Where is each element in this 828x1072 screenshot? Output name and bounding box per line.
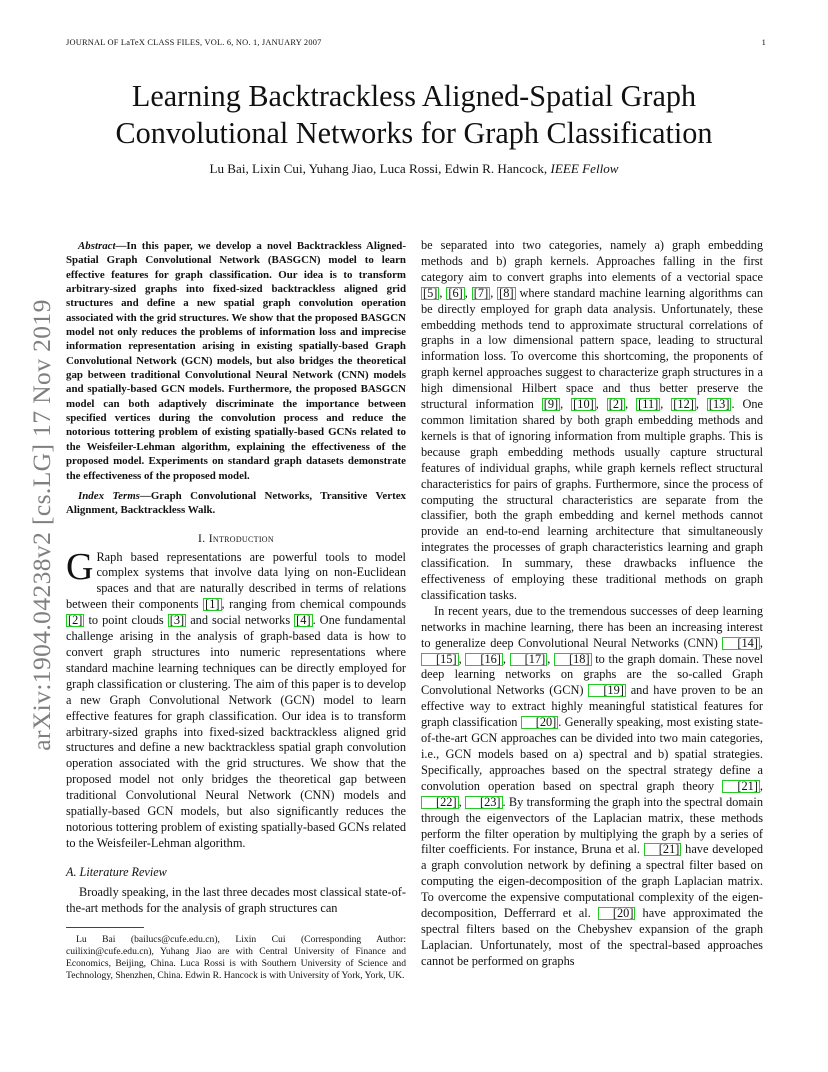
right-paragraph-1: be separated into two categories, namely a) graph embedding methods and b) graph kernels. Approaches falling in the first category aim to convert graphs into elements of a vectorial space [5] , [6] , [7] , [8] where standard machine learning algorithms can be directly employed for graph data analysis. Unfortunately, these embedding methods tend to approximate structural correlations of graphs in a low dimensional pattern space, leading to structural information loss. To overcome this shortcoming, the proponents of graph kernel approaches suggest to characterize graph structures in a high dimensional Hilbert space and thus better preserve the structural information [9] , [10] , [2] , [11] , [12] , [13] . One common limitation shared by both graph embedding methods and kernels is that of ignoring information from multiple graphs. This is because graph embedding methods usually capture structural features of individual graphs, while graph kernels reflect structural characteristics for pairs of graphs. Furthermore, since the process of computing the structural characteristics are separate from the classifier, both the graph embedding and kernel methods cannot provide an end-to-end learning architecture that simultaneously integrates the processes of graph characteristics learning and graph classification. In summary, these drawbacks influence the effectiveness of employing these traditional methods on graph classification tasks. [421,238,764,602]
author-names: Lu Bai, Lixin Cui, Yuhang Jiao, Luca Rossi, Edwin R. Hancock, [209,161,548,176]
text-span: Raph based representations are powerful tools to model complex systems that involve data lying on non-Euclidean spaces and that are naturally described in terms of relations between their components [66,549,406,612]
text-span: and have proven to be an effective way to extract highly meaningful statistical features for graph classification [421,683,763,730]
index-terms-text: —Graph Convolutional Networks, Transitive Vertex Alignment, Backtrackless Walk. [66,489,406,517]
title-line-2: Convolutional Networks for Graph Classification [115,116,713,150]
citation-link[interactable]: [3] [169,613,185,628]
subsection-heading-literature-review: A. Literature Review [66,864,167,879]
citation-link[interactable]: [9] [543,397,559,412]
footnote-rule [66,927,144,928]
text-span: . One fundamental challenge arising in the analysis of graph-based data is how to convert graph structures into numeric representations where standard machine learning techniques can be directly employed for graph classification or clustering. The aim of this paper is to develop a new Graph Convolutional Network (GCN) model to learn effective features for graph classification. Our idea is to transform arbitrary-sized graphs into fixed-sized backtrackless aligned grid structures and define a new backtrackless spatial graph convolution operation associated with the grid structures. We show that the proposed model not only bridges the theoretical gap between traditional Convolutional Neural Network (CNN) models and spatially-based GCN models, but also significantly reduces the notorious tottering problem of existing spatially-based GCNs related to the Weisfeiler-Lehman algorithm. [66,613,406,850]
citation-link[interactable]: [8] [499,285,514,300]
text-span: where standard machine learning algorithms can be directly employed for graph data analysis. Unfortunately, these embedding methods tend to approximate structural correlations of graphs in a low dimensional pattern space, leading to structural information loss. To overcome this shortcoming, the proponents of graph kernel approaches suggest to characterize graph structures in a high dimensional Hilbert space and thus better preserve the structural information [421,285,764,412]
citation-link[interactable]: [21] [644,843,682,856]
citation-link[interactable]: [12] [673,397,694,412]
arxiv-sidebar [22,285,62,765]
citation-link[interactable]: [19] [588,684,626,697]
author-footnote: Lu Bai (bailucs@cufe.edu.cn), Lixin Cui (Corresponding Author: cuilixin@cufe.edu.cn), Yuhang Jiao are with Central University of Finance and Economics, Beijing, China. Luca Rossi is with Southern University of Science and Technology, Shenzhen, China. Edwin R. Hancock is with University of York, York, UK. [66,933,406,982]
citation-link[interactable]: [21] [722,780,760,793]
text-span: to the graph domain. These novel deep learning networks on graphs are the so-called Graph Convolutional Networks (GCN) [421,651,764,698]
citation-link[interactable]: [5] [423,285,438,300]
author-fellow: IEEE Fellow [550,161,619,176]
index-terms-label: Index Terms [78,489,140,502]
abstract-text: —In this paper, we develop a novel Backtrackless Aligned-Spatial Graph Convolutional Network (BASGCN) model to learn effective features for graph classification. Our idea is to transform arbitrary-sized graphs into fixed-sized backtrackless aligned grid structures and define a new spatial graph convolution operation associated with the grid structures. We show that the proposed BASGCN model not only reduces the problems of information loss and imprecise information representation arising in existing spatially-based Graph Convolutional Network (GCN) models, but also bridges the theoretical gap between traditional Convolutional Neural Network (CNN) models and spatially-based GCN models. Furthermore, the proposed BASGCN model can both adaptively discriminate the importance between specified vertices during the convolution process and reduce the notorious tottering problem of existing spatially-based GCNs related to the Weisfeiler-Lehman algorithm, explaining the effectiveness of the proposed model. Experiments on standard graph datasets demonstrate the effectiveness of the proposed model. [66,240,406,482]
author-list [60,161,768,177]
title-line-1: Learning Backtrackless Aligned-Spatial Graph [131,79,697,113]
citation-link[interactable]: [20] [598,907,636,920]
citation-link[interactable]: [16] [465,653,503,666]
text-span: to point clouds [84,613,168,628]
citation-link[interactable]: [2] [68,613,83,628]
section-heading-introduction [66,532,406,545]
citation-link[interactable]: [14] [722,637,760,650]
section-title: Introduction [208,531,274,545]
citation-link[interactable]: [20] [521,716,559,729]
citation-link[interactable]: [22] [421,796,459,809]
text-span: . Generally speaking, most existing state-of-the-art GCN approaches can be divided into two main categories, i.e., GCN models based on a) spectral and b) spatial strategies. Specifically, approaches based on the spectral strategy define a convolution operation based on spectral graph theory [421,715,763,793]
right-column [421,238,763,970]
citation-link[interactable]: [15] [421,653,459,666]
index-terms [66,489,406,518]
intro-paragraph-1 [66,545,407,852]
citation-link[interactable]: [1] [205,597,220,612]
text-span: . By transforming the graph into the spectral domain through the eigenvectors of the Laplacian matrix, these methods perform the filter operation by multiplying the graph by a series of filter coefficients. For instance, Bruna et al. [421,794,764,857]
text-span: have developed a graph convolution network by defining a spectral filter based on computing the eigen-decomposition of the graph Laplacian matrix. To overcome the expensive computational complexity of the eigen-decomposition, Defferrard et al. [421,842,763,921]
text-span: and social networks [186,613,295,628]
citation-link[interactable]: [4] [296,613,311,628]
page-number: 1 [761,38,766,47]
citation-link[interactable]: [23] [465,796,503,809]
text-span: be separated into two categories, namely a) graph embedding methods and b) graph kernels. Approaches falling in the first category aim to convert graphs into elements of a vectorial space [421,238,763,284]
citation-link[interactable]: [10] [573,397,594,412]
text-span: have approximated the spectral filters based on the Chebyshev expansion of the graph Laplacian. Unfortunately, most of the spectral-based approaches cannot be performed on graphs [421,906,763,968]
text-span: In recent years, due to the tremendous successes of deep learning networks in machine learning, there has been an increasing interest to generalize deep Convolutional Neural Networks (CNN) [421,603,763,650]
running-head-text: JOURNAL OF LaTeX CLASS FILES, VOL. 6, NO. 1, JANUARY 2007 [66,38,322,47]
citation-link[interactable]: [11] [638,397,659,412]
citation-link[interactable]: [7] [473,285,489,300]
running-head [66,38,766,47]
text-span: , ranging from chemical compounds [221,597,407,612]
paper-title [60,78,768,152]
arxiv-identifier: arXiv:1904.04238v2 [cs.LG] 17 Nov 2019 [27,299,56,751]
left-column [66,239,406,983]
citation-link[interactable]: [2] [608,397,624,412]
literature-paragraph-1: Broadly speaking, in the last three decades most classical state-of-the-art methods for the analysis of graph structures can [66,884,407,915]
abstract-label: Abstract [78,240,116,252]
drop-cap: G [66,545,94,588]
abstract [66,239,406,483]
text-span: . One common limitation shared by both graph embedding methods and kernels is that of ignoring information from multiple graphs. This is because graph embedding methods usually capture structural features of individual graphs, while graph kernels reflect structural characteristics for pairs of graphs. Furthermore, since the process of computing the structural characteristics are separate from the classifier, both the graph embedding and kernel methods cannot provide an end-to-end learning architecture that simultaneously integrates the processes of graph characteristics learning and graph classification. In summary, these drawbacks influence the effectiveness of employing these traditional methods on graph classification tasks. [421,397,764,602]
citation-link[interactable]: [17] [510,653,548,666]
section-numeral: I. [198,531,206,545]
right-paragraph-2: In recent years, due to the tremendous successes of deep learning networks in machine learning, there has been an increasing interest to generalize deep Convolutional Neural Networks (CNN) [14] , [15] , [16] , [17] , [18] to the graph domain. These novel deep learning networks on graphs are the so-called Graph Convolutional Networks (GCN) [19] and have proven to be an effective way to extract highly meaningful statistical features for graph classification [20] . Generally speaking, most existing state-of-the-art GCN approaches can be divided into two main categories, i.e., GCN models based on a) spectral and b) spatial strategies. Specifically, approaches based on the spectral strategy define a convolution operation based on spectral graph theory [21] , [22] , [23] . By transforming the graph into the spectral domain through the eigenvectors of the Laplacian matrix, these methods perform the filter operation by multiplying the graph by a series of filter coefficients. For instance, Bruna et al. [21] have developed a graph convolution network by defining a spectral filter based on computing the eigen-decomposition of the graph Laplacian matrix. To overcome the expensive computational complexity of the eigen-decomposition, Defferrard et al. [20] have approximated the spectral filters based on the Chebyshev expansion of the graph Laplacian. Unfortunately, most of the spectral-based approaches cannot be performed on graphs [421,603,764,968]
citation-link[interactable]: [6] [448,285,463,300]
citation-link[interactable]: [18] [554,653,592,666]
citation-link[interactable]: [13] [708,397,730,412]
